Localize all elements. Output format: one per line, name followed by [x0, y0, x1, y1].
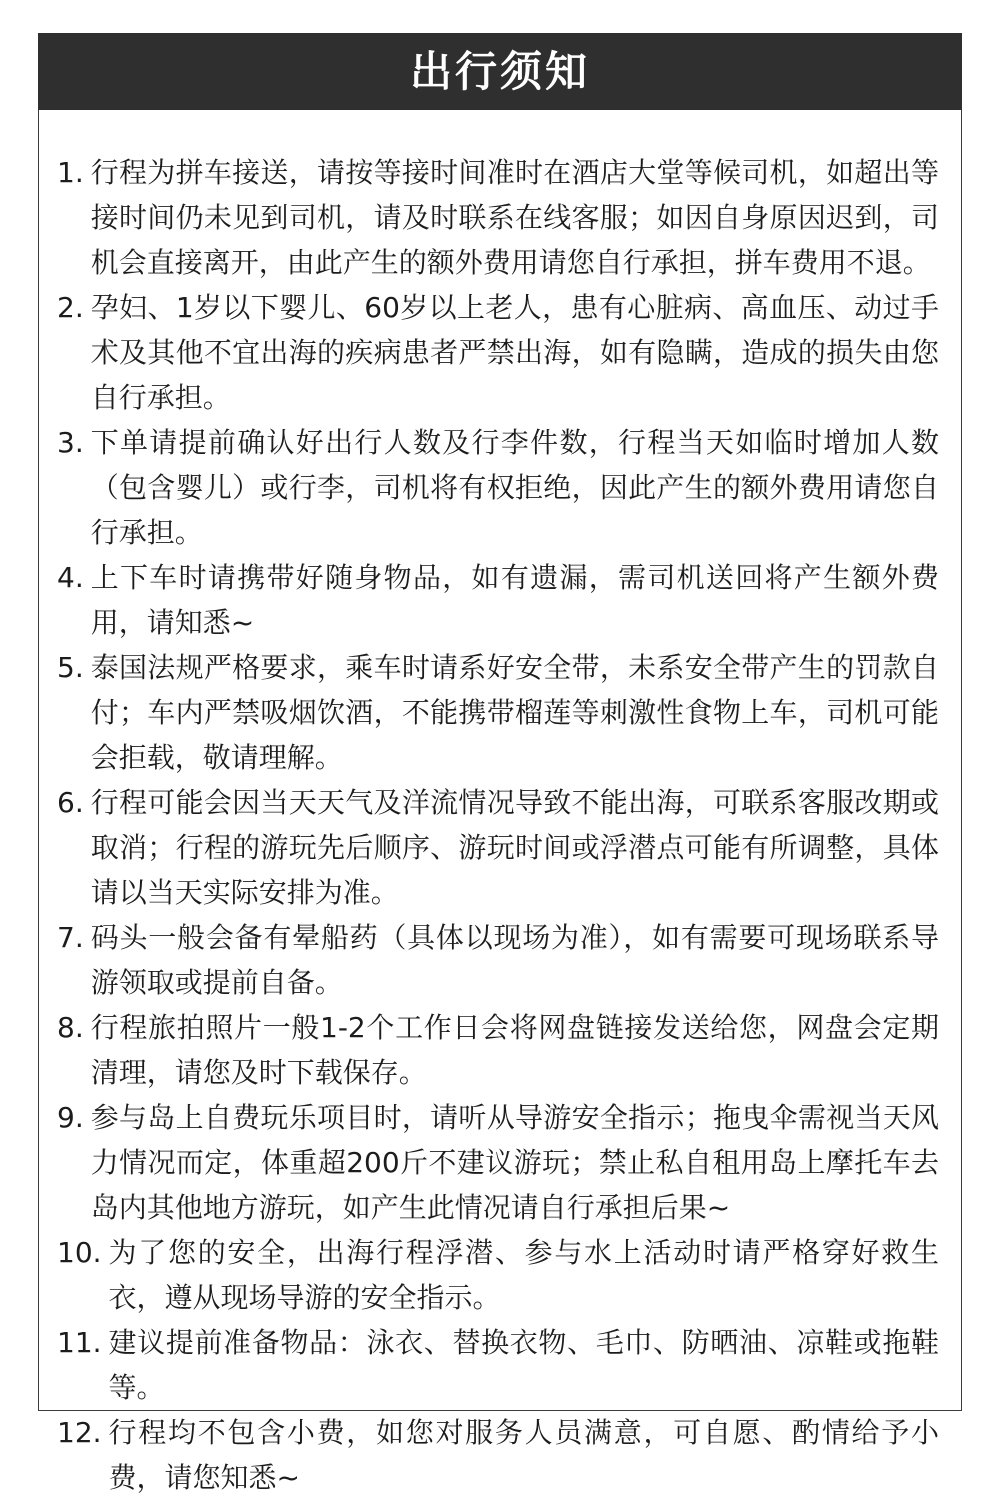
list-item	[57, 285, 939, 420]
list-item-number: 1.	[57, 156, 84, 189]
list-item-number: 5.	[57, 651, 84, 684]
list-item	[57, 1410, 939, 1500]
list-item	[57, 1230, 939, 1320]
list-item	[57, 780, 939, 915]
list-item	[57, 915, 939, 1005]
list-item-number: 10.	[57, 1236, 102, 1269]
list-item	[57, 645, 939, 780]
list-item	[57, 1005, 939, 1095]
list-item-number: 12.	[57, 1416, 102, 1449]
list-item-number: 4.	[57, 561, 84, 594]
list-item-text: 泰国法规严格要求，乘车时请系好安全带，未系安全带产生的罚款自付；车内严禁吸烟饮酒，不能携带榴莲等刺激性食物上车，司机可能会拒载，敬请理解。	[90, 651, 939, 774]
notice-page	[38, 33, 962, 1494]
list-item-number: 9.	[57, 1101, 84, 1134]
list-item-text: 上下车时请携带好随身物品，如有遗漏，需司机送回将产生额外费用，请知悉~	[90, 561, 939, 639]
notice-body	[38, 110, 962, 1494]
list-item-text: 建议提前准备物品：泳衣、替换衣物、毛巾、防晒油、凉鞋或拖鞋等。	[108, 1326, 939, 1404]
list-item-text: 为了您的安全，出海行程浮潜、参与水上活动时请严格穿好救生衣，遵从现场导游的安全指示。	[108, 1236, 939, 1314]
list-item-text: 参与岛上自费玩乐项目时，请听从导游安全指示；拖曳伞需视当天风力情况而定，体重超200斤不建议游玩；禁止私自租用岛上摩托车去岛内其他地方游玩，如产生此情况请自行承担后果~	[90, 1101, 939, 1224]
list-item-text: 行程均不包含小费，如您对服务人员满意，可自愿、酌情给予小费，请您知悉~	[108, 1416, 939, 1494]
list-item-number: 7.	[57, 921, 84, 954]
list-item-text: 孕妇、1岁以下婴儿、60岁以上老人，患有心脏病、高血压、动过手术及其他不宜出海的疾病患者严禁出海，如有隐瞒，造成的损失由您自行承担。	[90, 291, 939, 414]
list-item-text: 行程旅拍照片一般1-2个工作日会将网盘链接发送给您，网盘会定期清理，请您及时下载保存。	[90, 1011, 939, 1089]
list-item-text: 行程可能会因当天天气及洋流情况导致不能出海，可联系客服改期或取消；行程的游玩先后顺序、游玩时间或浮潜点可能有所调整，具体请以当天实际安排为准。	[90, 786, 939, 909]
list-item-number: 11.	[57, 1326, 102, 1359]
list-item-text: 下单请提前确认好出行人数及行李件数，行程当天如临时增加人数（包含婴儿）或行李，司机将有权拒绝，因此产生的额外费用请您自行承担。	[90, 426, 939, 549]
list-item	[57, 555, 939, 645]
notice-list	[57, 150, 939, 1500]
list-item-number: 8.	[57, 1011, 84, 1044]
list-item-number: 6.	[57, 786, 84, 819]
page-title: 出行须知	[409, 46, 590, 96]
list-item-text: 行程为拼车接送，请按等接时间准时在酒店大堂等候司机，如超出等接时间仍未见到司机，请及时联系在线客服；如因自身原因迟到，司机会直接离开，由此产生的额外费用请您自行承担，拼车费用不退。	[90, 156, 939, 279]
notice-header	[38, 33, 962, 110]
list-item	[57, 150, 939, 285]
list-item-text: 码头一般会备有晕船药（具体以现场为准），如有需要可现场联系导游领取或提前自备。	[90, 921, 939, 999]
list-item	[57, 1095, 939, 1230]
list-item-number: 2.	[57, 291, 84, 324]
list-item	[57, 420, 939, 555]
list-item	[57, 1320, 939, 1410]
list-item-number: 3.	[57, 426, 84, 459]
